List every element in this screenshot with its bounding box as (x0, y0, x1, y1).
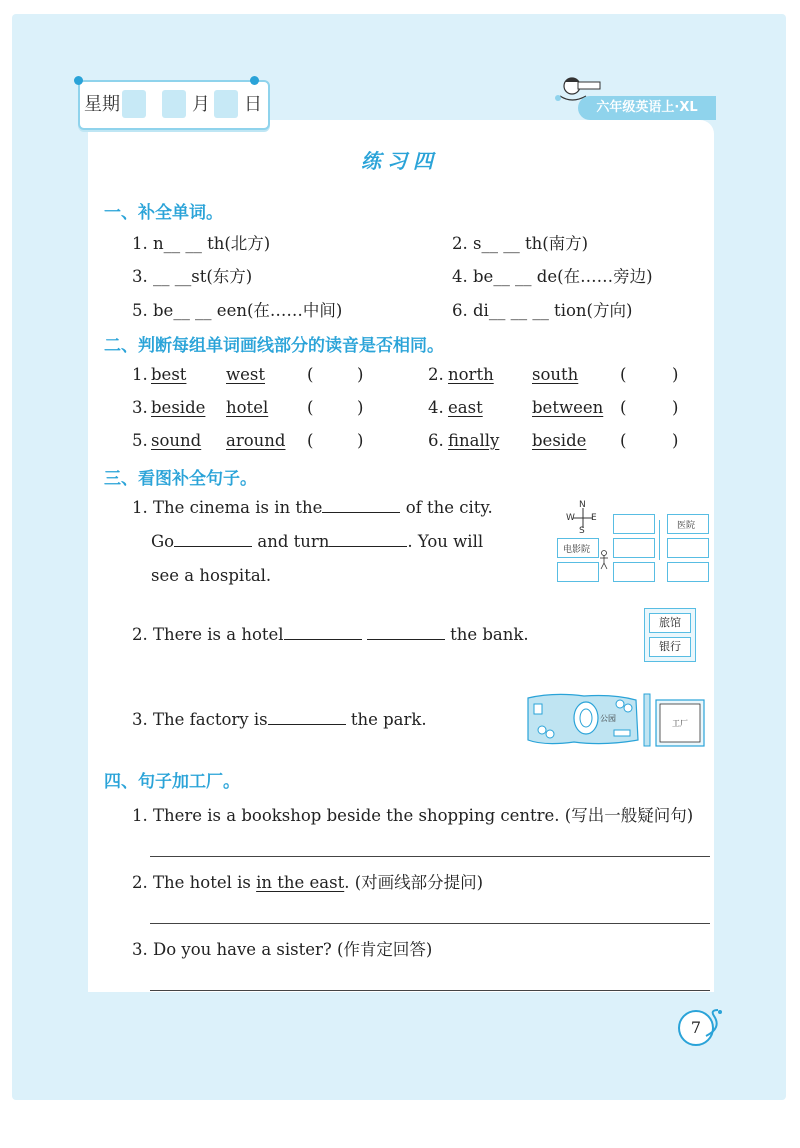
compass-icon (573, 508, 593, 528)
day-field[interactable] (214, 90, 238, 118)
section-3-heading: 三、看图补全句子。 (104, 469, 257, 489)
s2-paren-close: ) (672, 398, 679, 417)
s2-paren-open: ( (620, 398, 627, 417)
answer-blank[interactable] (322, 498, 400, 513)
answer-blank[interactable] (367, 625, 445, 640)
section-2-heading: 二、判断每组单词画线部分的读音是否相同。 (104, 336, 444, 356)
section-1-heading: 一、补全单词。 (104, 203, 223, 223)
bank-sign: 银行 (649, 637, 691, 657)
s1-item: 1. n__ __ th(北方) (132, 234, 271, 253)
s3-q1-text: . You will (407, 532, 484, 551)
s2-paren-open: ( (620, 365, 627, 384)
s2-num: 5. (132, 431, 148, 450)
map-west-label: W (566, 513, 575, 523)
pin-icon (74, 76, 83, 85)
swirl-icon (704, 1008, 726, 1038)
s1-item: 6. di__ __ __ tion(方向) (452, 301, 633, 320)
s2-word: north (448, 365, 494, 384)
s2-num: 4. (428, 398, 444, 417)
s2-num: 3. (132, 398, 148, 417)
date-box (78, 80, 270, 130)
s2-word: hotel (226, 398, 269, 417)
s3-q1-line3: see a hospital. (151, 566, 272, 585)
answer-blank[interactable] (268, 710, 346, 725)
s2-word: east (448, 398, 483, 417)
person-icon (599, 550, 609, 570)
park-label: 公园 (600, 714, 616, 723)
answer-line[interactable] (150, 990, 710, 991)
s2-paren-close: ) (357, 365, 364, 384)
cinema-label: 电影院 (563, 545, 591, 555)
map-building (667, 538, 709, 558)
s2-num: 1. (132, 365, 148, 384)
s3-q3-text: the park. (350, 710, 427, 729)
s2-paren-close: ) (672, 365, 679, 384)
map-building (613, 538, 655, 558)
pin-icon (250, 76, 259, 85)
s4-q2-text: . (对画线部分提问) (344, 873, 484, 892)
s2-num: 2. (428, 365, 444, 384)
park-factory-figure (524, 690, 710, 750)
s2-paren-close: ) (357, 431, 364, 450)
s1-item: 4. be__ __ de(在……旁边) (452, 267, 653, 286)
s2-word: beside (151, 398, 206, 417)
map-building (557, 562, 599, 582)
hotel-sign: 旅馆 (649, 613, 691, 633)
s2-paren-close: ) (357, 398, 364, 417)
s2-paren-open: ( (620, 431, 627, 450)
answer-blank[interactable] (284, 625, 362, 640)
s3-q2-text: 2. There is a hotel (132, 625, 284, 644)
s1-item: 3. __ __st(东方) (132, 267, 253, 286)
s2-word: west (226, 365, 265, 384)
hospital-label: 医院 (677, 521, 696, 531)
page-title: 练习四 (361, 149, 439, 173)
s3-q1-text: and turn (257, 532, 330, 551)
map-cinema (557, 538, 599, 558)
s3-q1-text: Go (151, 532, 175, 551)
month-field[interactable] (162, 90, 186, 118)
s2-word: between (532, 398, 604, 417)
s2-word: south (532, 365, 579, 384)
map-road (659, 520, 660, 560)
day-label: 日 (244, 94, 262, 115)
s1-item: 2. s__ __ th(南方) (452, 234, 589, 253)
answer-blank[interactable] (174, 532, 252, 547)
s3-q2 (132, 625, 529, 644)
weekday-field[interactable] (122, 90, 146, 118)
grade-tag: 六年级英语上·XL (578, 96, 716, 120)
s4-q3: 3. Do you have a sister? (作肯定回答) (132, 940, 433, 959)
map-east-label: E (591, 513, 597, 523)
s2-word: finally (448, 431, 500, 450)
s2-paren-open: ( (307, 365, 314, 384)
map-building (613, 562, 655, 582)
s1-item: 5. be__ __ een(在……中间) (132, 301, 343, 320)
s2-num: 6. (428, 431, 444, 450)
section-4-heading: 四、句子加工厂。 (104, 772, 240, 792)
answer-line[interactable] (150, 923, 710, 924)
s2-paren-open: ( (307, 431, 314, 450)
s4-q2-underlined: in the east (256, 873, 345, 892)
s3-q2-text: the bank. (450, 625, 529, 644)
month-label: 月 (192, 94, 210, 115)
weekday-label: 星期 (84, 94, 120, 115)
s3-q1-text: 1. The cinema is in the (132, 498, 323, 517)
answer-blank[interactable] (329, 532, 407, 547)
map-south-label: S (579, 526, 585, 536)
s3-q3 (132, 710, 427, 729)
s4-q2-text: 2. The hotel is (132, 873, 257, 892)
map-north-label: N (579, 500, 586, 510)
map-building (613, 514, 655, 534)
answer-line[interactable] (150, 856, 710, 857)
s2-paren-open: ( (307, 398, 314, 417)
s3-q1-line1 (132, 498, 493, 517)
s2-word: around (226, 431, 286, 450)
s2-word: beside (532, 431, 587, 450)
s2-word: sound (151, 431, 202, 450)
s2-paren-close: ) (672, 431, 679, 450)
s4-q2 (132, 869, 483, 893)
page-number: 7 (678, 1010, 714, 1046)
hotel-bank-figure (644, 608, 696, 662)
map-building (667, 562, 709, 582)
s4-q1: 1. There is a bookshop beside the shopping centre. (写出一般疑问句) (132, 806, 694, 825)
s3-q1-line2 (151, 532, 483, 551)
s3-q1-text: of the city. (405, 498, 493, 517)
map-hospital (667, 514, 709, 534)
s3-q3-text: 3. The factory is (132, 710, 268, 729)
factory-label: 工厂 (672, 719, 688, 728)
s2-word: best (151, 365, 187, 384)
city-map-figure (555, 498, 715, 586)
